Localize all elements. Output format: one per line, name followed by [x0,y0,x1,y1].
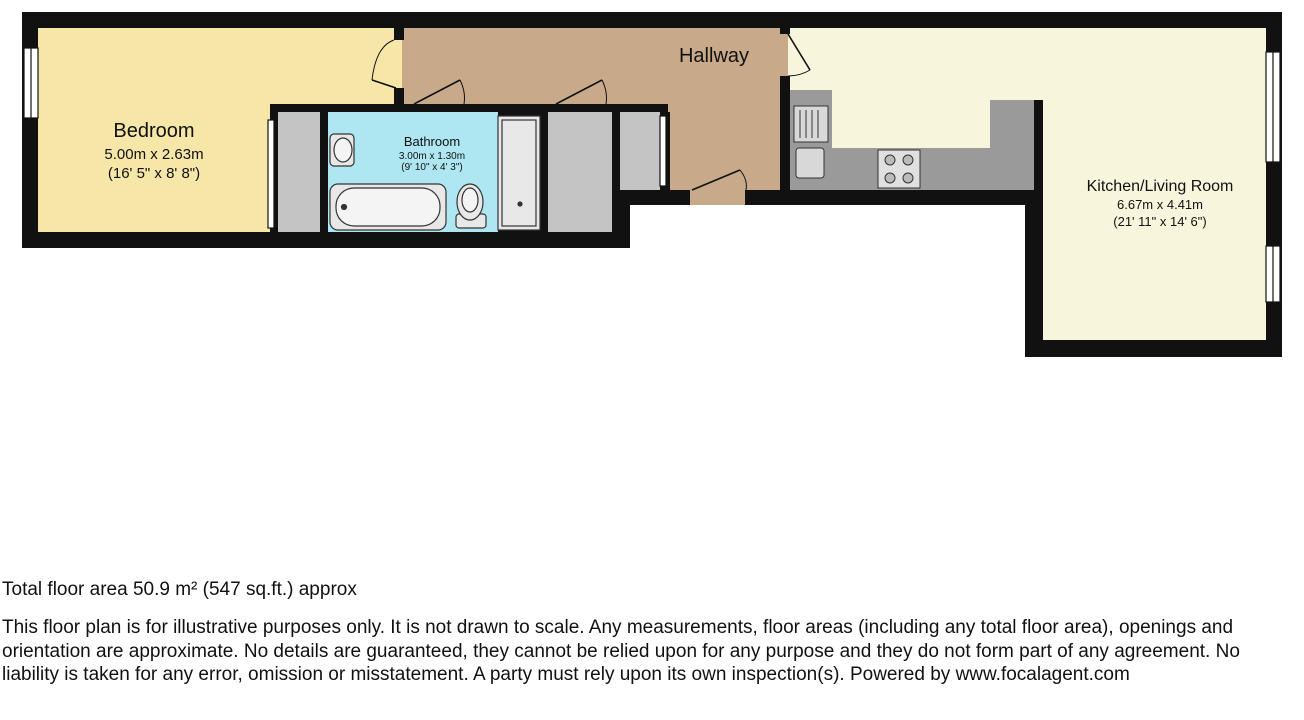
kitchen-dimensions-imperial: (21' 11" x 14' 6") [1113,214,1207,229]
kitchen-dimensions-metric: 6.67m x 4.41m [1117,197,1203,212]
cupboard-2 [548,112,612,232]
hallway-label: Hallway [678,45,750,67]
bathroom-dimensions-metric: 3.00m x 1.30m [398,151,466,162]
hob [878,150,920,188]
total-floor-area: Total floor area 50.9 m² (547 sq.ft.) approx [2,579,357,600]
bedroom-dimensions-imperial: (16' 5" x 8' 8") [107,165,201,182]
bathroom-dimensions-imperial: (9' 10" x 4' 3") [401,162,463,173]
bedroom-label: Bedroom [113,120,195,142]
cupboard-1 [278,112,320,232]
cupboard-3 [620,112,660,190]
disclaimer-text: This floor plan is for illustrative purposes only. It is not drawn to scale. Any measurements, floor areas (including any total floor area), openings and orientation are approximate. No details are guaranteed, they cannot be relied upon for any purpose and they do not form part of any agreement. No liability is taken for any error, omission or misstatement. A party must rely upon its own inspection(s). Powered by www.focalagent.com [2,617,1240,685]
bathroom-label: Bathroom [403,134,461,149]
sink-unit [794,106,828,178]
bedroom-dimensions-metric: 5.00m x 2.63m [104,146,204,163]
kitchen-label: Kitchen/Living Room [1086,178,1234,195]
shower-tray [498,116,540,230]
